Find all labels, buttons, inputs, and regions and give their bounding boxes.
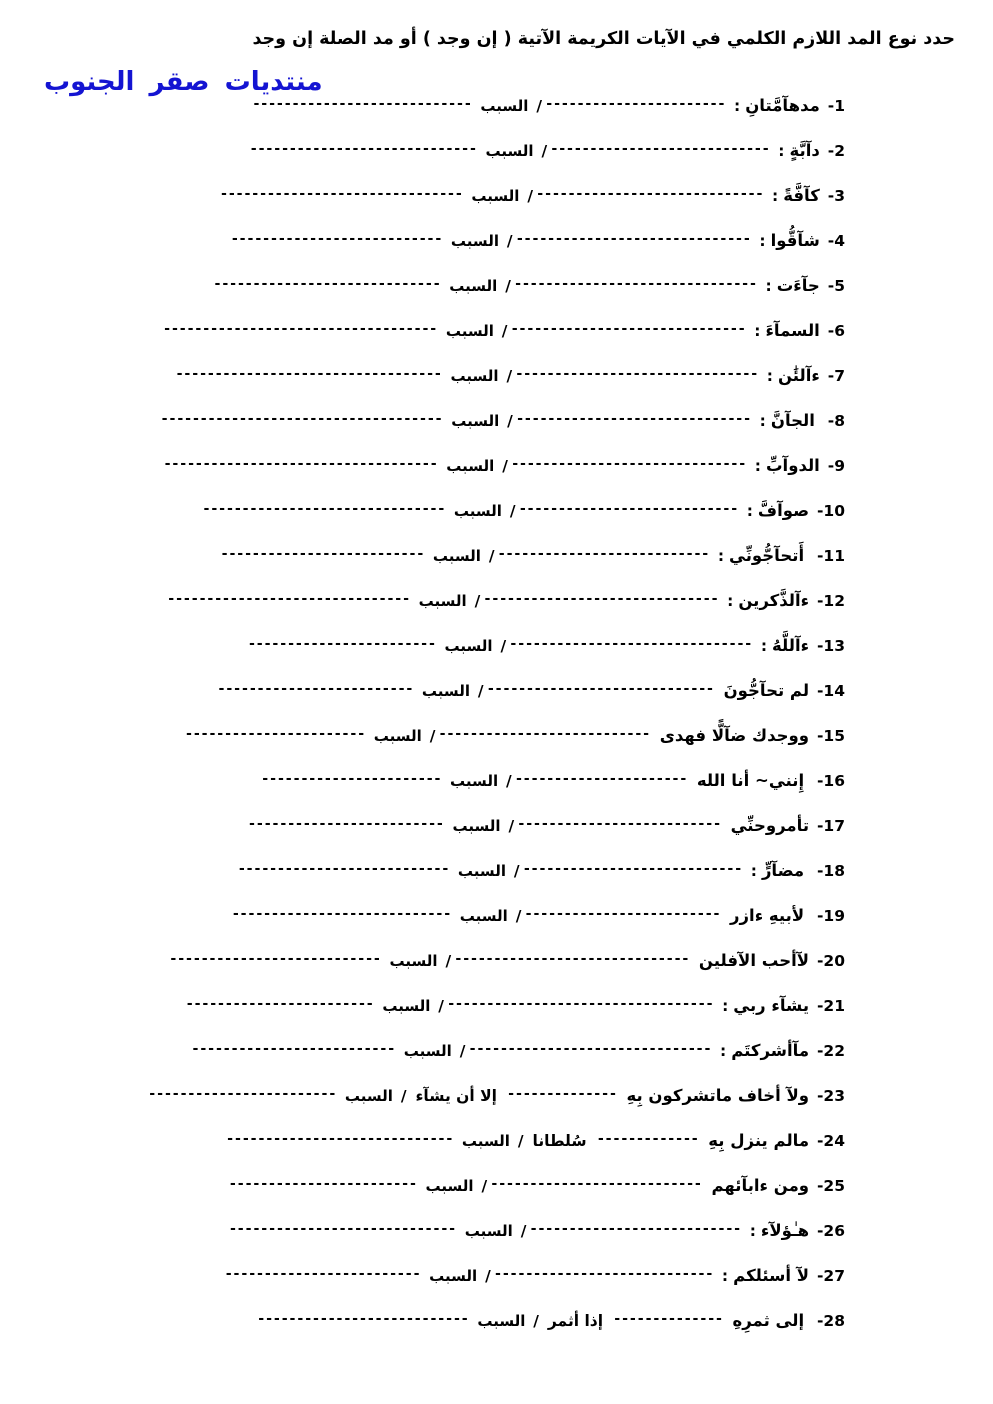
question-row	[0, 1027, 993, 1072]
field-separator: /	[500, 637, 507, 655]
colon-mark: :	[721, 1267, 729, 1285]
question-row	[0, 352, 993, 397]
question-row	[0, 262, 993, 307]
number-separator: -	[816, 1267, 824, 1285]
field-separator: /	[509, 502, 516, 520]
question-line	[200, 487, 845, 534]
answer-blank-type[interactable]: ------------------------------	[515, 231, 751, 247]
answer-blank-type[interactable]: -------------------------------	[515, 366, 758, 382]
field-separator: /	[481, 1177, 488, 1195]
quran-term: السمآءَ	[765, 321, 820, 340]
answer-blank-type[interactable]: -------------------------------	[468, 1041, 712, 1057]
answer-blank-type[interactable]: -------------------------------	[509, 636, 752, 652]
field-separator: /	[533, 1312, 539, 1330]
question-line	[224, 1117, 845, 1164]
quran-term: مضآرٍّ	[761, 861, 805, 880]
page-header	[0, 26, 993, 97]
reason-label: السبب	[344, 1087, 393, 1105]
answer-blank-reason[interactable]: ----------------------------------	[175, 366, 442, 382]
question-number: 15	[823, 727, 845, 745]
quran-term: يشآء ربي	[733, 996, 810, 1015]
answer-blank-type[interactable]: -----------------------	[545, 96, 726, 112]
reason-label: السبب	[471, 187, 520, 205]
question-row	[0, 847, 993, 892]
page-title: حدد نوع المد اللازم الكلمي في الآيات الكريمة الآتية ( إن وجد ) أو مد الصلة إن وجد	[252, 29, 955, 49]
question-number: 4	[834, 232, 845, 250]
colon-mark: :	[722, 997, 729, 1015]
reason-label: السبب	[450, 772, 499, 790]
number-separator: -	[816, 547, 824, 565]
answer-blank-reason[interactable]: -----------------------------------	[163, 456, 438, 472]
reason-label: السبب	[425, 1177, 474, 1195]
answer-blank-reason[interactable]: -----------------------	[261, 771, 442, 787]
answer-blank-type[interactable]: ----------------------------	[550, 141, 770, 157]
number-separator: -	[827, 277, 835, 295]
question-row	[0, 1117, 993, 1162]
answer-blank-type[interactable]: --------------	[506, 1086, 617, 1102]
reason-label: السبب	[389, 952, 438, 970]
question-number: 1	[834, 97, 845, 115]
question-line	[218, 532, 845, 579]
colon-mark: :	[717, 547, 725, 565]
field-separator: /	[541, 142, 548, 160]
quran-term: لأبيهِ ءازر	[730, 906, 805, 925]
question-line	[218, 172, 845, 219]
question-line	[211, 262, 845, 309]
answer-blank-type[interactable]: ---------------------------	[529, 1221, 741, 1237]
answer-blank-type[interactable]: ----------------------------	[522, 861, 742, 877]
answer-blank-reason[interactable]: ------------------------	[148, 1086, 336, 1102]
quran-term: أَتحآجُّونِّي	[729, 546, 805, 565]
colon-mark: :	[778, 142, 785, 160]
question-line	[158, 397, 845, 444]
question-row	[0, 577, 993, 622]
quran-term: شآقُّوا	[770, 231, 820, 250]
reason-label: السبب	[477, 1312, 526, 1330]
reason-label: السبب	[464, 1222, 513, 1240]
question-line	[215, 667, 845, 714]
reason-label: السبب	[452, 817, 501, 835]
answer-blank-type[interactable]: ------------------------------	[510, 456, 746, 472]
number-separator: -	[816, 1222, 824, 1240]
colon-mark: :	[734, 97, 741, 115]
question-number: 6	[834, 322, 845, 340]
answer-blank-reason[interactable]: -------------------------------	[202, 501, 445, 517]
answer-blank-type[interactable]: ------------------------------	[515, 411, 751, 427]
quran-term: الدوآبِّ	[765, 456, 820, 475]
question-line	[236, 847, 845, 894]
colon-mark: :	[727, 592, 734, 610]
number-separator: -	[827, 232, 835, 250]
question-row	[0, 82, 993, 127]
reason-label: السبب	[453, 502, 502, 520]
question-line	[255, 1297, 845, 1344]
reason-label: السبب	[403, 1042, 452, 1060]
answer-blank-type[interactable]: ------------------------------	[483, 591, 719, 607]
quran-term: تأمروحنِّي	[730, 816, 810, 835]
number-separator: -	[816, 682, 824, 700]
reason-label: السبب	[480, 97, 529, 115]
number-separator: -	[827, 142, 835, 160]
field-separator: /	[501, 322, 508, 340]
answer-blank-type[interactable]: ---------------------------	[497, 546, 709, 562]
answer-blank-reason[interactable]: -------------------------	[217, 681, 413, 697]
answer-blank-reason[interactable]: ------------------------	[185, 996, 374, 1012]
field-separator: /	[488, 547, 495, 565]
question-line	[230, 892, 845, 939]
quran-term: ءآللَّهُ	[772, 636, 810, 655]
number-separator: -	[827, 367, 835, 385]
question-number: 9	[834, 457, 845, 475]
answer-blank-reason[interactable]: -----------------------------	[213, 276, 441, 292]
answer-blank-type[interactable]: -------------------------	[524, 906, 721, 922]
question-list	[0, 82, 993, 1342]
question-number: 25	[823, 1177, 845, 1195]
question-number: 24	[823, 1132, 845, 1150]
reason-label: السبب	[432, 547, 481, 565]
number-separator: -	[827, 412, 835, 430]
answer-blank-type[interactable]: ---------------------------	[438, 726, 650, 742]
colon-mark: :	[760, 637, 768, 655]
quran-term: ءآلئَٰن	[777, 366, 820, 385]
field-separator: /	[536, 97, 542, 115]
answer-blank-type[interactable]: ----------------------------------	[446, 996, 714, 1012]
reason-label: السبب	[421, 682, 470, 700]
question-line	[165, 577, 845, 624]
question-line	[167, 937, 845, 984]
answer-blank-reason[interactable]: --------------------------	[220, 546, 424, 562]
question-number: 13	[823, 637, 845, 655]
question-row	[0, 1252, 993, 1297]
answer-blank-type[interactable]: ------------------------------	[510, 321, 746, 337]
answer-blank-reason[interactable]: -------------------------	[224, 1266, 421, 1282]
field-separator: /	[505, 277, 511, 295]
question-line	[227, 1162, 845, 1209]
answer-blank-reason[interactable]: -------------------------------	[167, 591, 410, 607]
quran-term: إلى ثمرِهِ	[732, 1311, 805, 1330]
question-number: 10	[823, 502, 845, 520]
colon-mark: :	[759, 412, 766, 430]
question-row	[0, 127, 993, 172]
question-row	[0, 172, 993, 217]
quran-term-continued: إلا أن يشآء	[415, 1087, 497, 1105]
number-separator: -	[827, 97, 835, 115]
number-separator: -	[816, 1042, 824, 1060]
question-row	[0, 937, 993, 982]
answer-blank-type[interactable]: -------------------------------	[513, 276, 757, 292]
answer-blank-reason[interactable]: -----------------------------	[228, 1221, 456, 1237]
field-separator: /	[506, 367, 513, 385]
answer-blank-reason[interactable]: -----------------------------------	[162, 321, 437, 337]
colon-mark: :	[754, 322, 761, 340]
number-separator: -	[816, 592, 824, 610]
question-line	[161, 307, 845, 354]
question-line	[173, 352, 845, 399]
question-row	[0, 892, 993, 937]
question-line	[146, 1072, 845, 1119]
field-separator: /	[520, 1222, 527, 1240]
question-row	[0, 1297, 993, 1342]
reason-label: السبب	[418, 592, 467, 610]
question-line	[229, 217, 845, 264]
colon-mark: :	[759, 232, 766, 250]
question-number: 18	[823, 862, 845, 880]
quran-term-continued: إذا أثمر	[547, 1312, 604, 1330]
quran-term: مالم ينزل بِهِ	[708, 1131, 810, 1150]
answer-blank-reason[interactable]: -------------------------	[247, 816, 444, 832]
answer-blank-reason[interactable]: -----------------------	[184, 726, 365, 742]
colon-mark: :	[720, 1042, 727, 1060]
question-number: 11	[823, 547, 845, 565]
colon-mark: :	[749, 1222, 756, 1240]
question-number: 16	[823, 772, 845, 790]
question-line	[189, 1027, 845, 1074]
question-row	[0, 307, 993, 352]
forum-watermark: منتديات صقر الجنوب	[44, 67, 323, 97]
question-row	[0, 982, 993, 1027]
field-separator: /	[445, 952, 452, 970]
answer-blank-type[interactable]: -------------	[596, 1131, 699, 1147]
question-row	[0, 442, 993, 487]
number-separator: -	[816, 997, 824, 1015]
number-separator: -	[816, 637, 824, 655]
question-row	[0, 757, 993, 802]
question-line	[161, 442, 845, 489]
field-separator: /	[508, 817, 515, 835]
question-number: 12	[823, 592, 845, 610]
number-separator: -	[816, 502, 824, 520]
quran-term: صوآفَّ	[757, 501, 810, 520]
number-separator: -	[816, 1177, 824, 1195]
answer-blank-reason[interactable]: ----------------------------	[231, 906, 451, 922]
number-separator: -	[827, 187, 835, 205]
answer-blank-type[interactable]: ----------------------------	[493, 1266, 713, 1282]
answer-blank-reason[interactable]: ---------------------------	[237, 861, 449, 877]
answer-blank-reason[interactable]: ---------------------------	[230, 231, 442, 247]
question-row	[0, 487, 993, 532]
answer-blank-reason[interactable]: ---------------------------	[256, 1311, 469, 1327]
answer-blank-reason[interactable]: -----------------------------	[249, 141, 477, 157]
number-separator: -	[816, 772, 824, 790]
quran-term: ووجدك ضآلًّا فهدى	[659, 726, 810, 745]
question-row	[0, 667, 993, 712]
question-number: 5	[834, 277, 845, 295]
reason-label: السبب	[445, 322, 494, 340]
answer-blank-type[interactable]: ---------------------------	[490, 1176, 702, 1192]
quran-term: لآأحب الآفلين	[698, 951, 810, 970]
field-separator: /	[506, 772, 512, 790]
question-number: 3	[834, 187, 845, 205]
field-separator: /	[477, 682, 484, 700]
question-number: 20	[823, 952, 845, 970]
quran-term: جآءَت	[776, 276, 820, 295]
question-number: 27	[823, 1267, 845, 1285]
question-number: 28	[823, 1312, 845, 1330]
colon-mark: :	[766, 367, 773, 385]
question-line	[183, 982, 845, 1029]
number-separator: -	[827, 457, 835, 475]
reason-label: السبب	[449, 277, 498, 295]
field-separator: /	[474, 592, 481, 610]
number-separator: -	[827, 322, 835, 340]
answer-blank-reason[interactable]: -----------------------------	[225, 1131, 453, 1147]
question-line	[250, 82, 845, 129]
quran-term: لآ أسئلكم	[733, 1266, 810, 1285]
answer-blank-reason[interactable]: --------------------------	[191, 1041, 395, 1057]
reason-label: السبب	[373, 727, 422, 745]
field-separator: /	[400, 1087, 407, 1105]
colon-mark: :	[765, 277, 772, 295]
question-row	[0, 712, 993, 757]
question-row	[0, 802, 993, 847]
question-line	[248, 127, 846, 174]
answer-blank-type[interactable]: ----------------------	[514, 771, 687, 787]
quran-term: مدهآمَّتانِ	[745, 96, 820, 115]
reason-label: السبب	[446, 457, 495, 475]
answer-blank-type[interactable]: --------------	[613, 1311, 723, 1327]
reason-label: السبب	[459, 907, 508, 925]
number-separator: -	[816, 1087, 824, 1105]
reason-label: السبب	[382, 997, 431, 1015]
question-row	[0, 1162, 993, 1207]
reason-label: السبب	[457, 862, 506, 880]
colon-mark: :	[754, 457, 761, 475]
question-row	[0, 1207, 993, 1252]
reason-label: السبب	[444, 637, 493, 655]
reason-label: السبب	[451, 412, 500, 430]
question-number: 2	[834, 142, 845, 160]
field-separator: /	[517, 1132, 524, 1150]
reason-label: السبب	[450, 232, 499, 250]
field-separator: /	[527, 187, 534, 205]
question-row	[0, 1072, 993, 1117]
quran-term: هـٰؤلآء	[760, 1221, 810, 1240]
answer-blank-type[interactable]: ------------------------------	[454, 951, 689, 967]
number-separator: -	[816, 1312, 824, 1330]
question-number: 21	[823, 997, 845, 1015]
number-separator: -	[816, 952, 824, 970]
number-separator: -	[816, 727, 824, 745]
answer-blank-reason[interactable]: ----------------------------	[252, 96, 472, 112]
question-number: 17	[823, 817, 845, 835]
question-line	[246, 622, 845, 669]
reason-label: السبب	[461, 1132, 510, 1150]
quran-term: كآفَّةً	[783, 186, 820, 205]
field-separator: /	[438, 997, 444, 1015]
field-separator: /	[507, 412, 513, 430]
question-row	[0, 532, 993, 577]
question-number: 7	[834, 367, 845, 385]
question-number: 22	[823, 1042, 845, 1060]
colon-mark: :	[750, 862, 757, 880]
answer-blank-type[interactable]: -----------------------------	[536, 186, 764, 202]
quran-term: الجآنَّ	[770, 411, 815, 430]
field-separator: /	[429, 727, 436, 745]
question-line	[183, 712, 845, 759]
question-number: 26	[823, 1222, 845, 1240]
quran-term: لم تحآجُّونَ	[723, 681, 810, 700]
question-line	[222, 1252, 845, 1299]
answer-blank-type[interactable]: ----------------------------	[518, 501, 738, 517]
answer-blank-reason[interactable]: ------------------------	[247, 636, 436, 652]
question-line	[227, 1207, 845, 1254]
answer-blank-reason[interactable]: ------------------------	[228, 1176, 417, 1192]
quran-term: مآأشركتَم	[731, 1041, 810, 1060]
field-separator: /	[459, 1042, 466, 1060]
answer-blank-reason[interactable]: ---------------------------	[169, 951, 381, 967]
reason-label: السبب	[485, 142, 534, 160]
number-separator: -	[816, 817, 824, 835]
question-line	[259, 757, 845, 804]
number-separator: -	[816, 907, 824, 925]
quran-term: إِنني~ أنا الله	[696, 771, 805, 790]
field-separator: /	[485, 1267, 491, 1285]
answer-blank-reason[interactable]: -------------------------------	[219, 186, 463, 202]
question-number: 14	[823, 682, 845, 700]
question-number: 8	[834, 412, 845, 430]
field-separator: /	[515, 907, 522, 925]
field-separator: /	[513, 862, 520, 880]
quran-term-continued: سُلطانا	[532, 1132, 587, 1150]
question-number: 19	[823, 907, 845, 925]
answer-blank-type[interactable]: --------------------------	[517, 816, 721, 832]
answer-blank-type[interactable]: -----------------------------	[486, 681, 714, 697]
colon-mark: :	[746, 502, 753, 520]
reason-label: السبب	[450, 367, 499, 385]
number-separator: -	[816, 1132, 824, 1150]
colon-mark: :	[772, 187, 779, 205]
reason-label: السبب	[429, 1267, 478, 1285]
number-separator: -	[816, 862, 824, 880]
field-separator: /	[506, 232, 513, 250]
question-row	[0, 217, 993, 262]
question-row	[0, 622, 993, 667]
quran-term: دآبَّةٍ	[789, 141, 820, 160]
quran-term: ومن ءابآئهم	[711, 1176, 810, 1195]
quran-term: ولآ أخاف ماتشركون بِهِ	[626, 1086, 810, 1105]
question-row	[0, 397, 993, 442]
answer-blank-reason[interactable]: ------------------------------------	[160, 411, 443, 427]
question-number: 23	[823, 1087, 845, 1105]
quran-term: ءآلذَّكرين	[738, 591, 810, 610]
question-line	[246, 802, 845, 849]
field-separator: /	[502, 457, 508, 475]
